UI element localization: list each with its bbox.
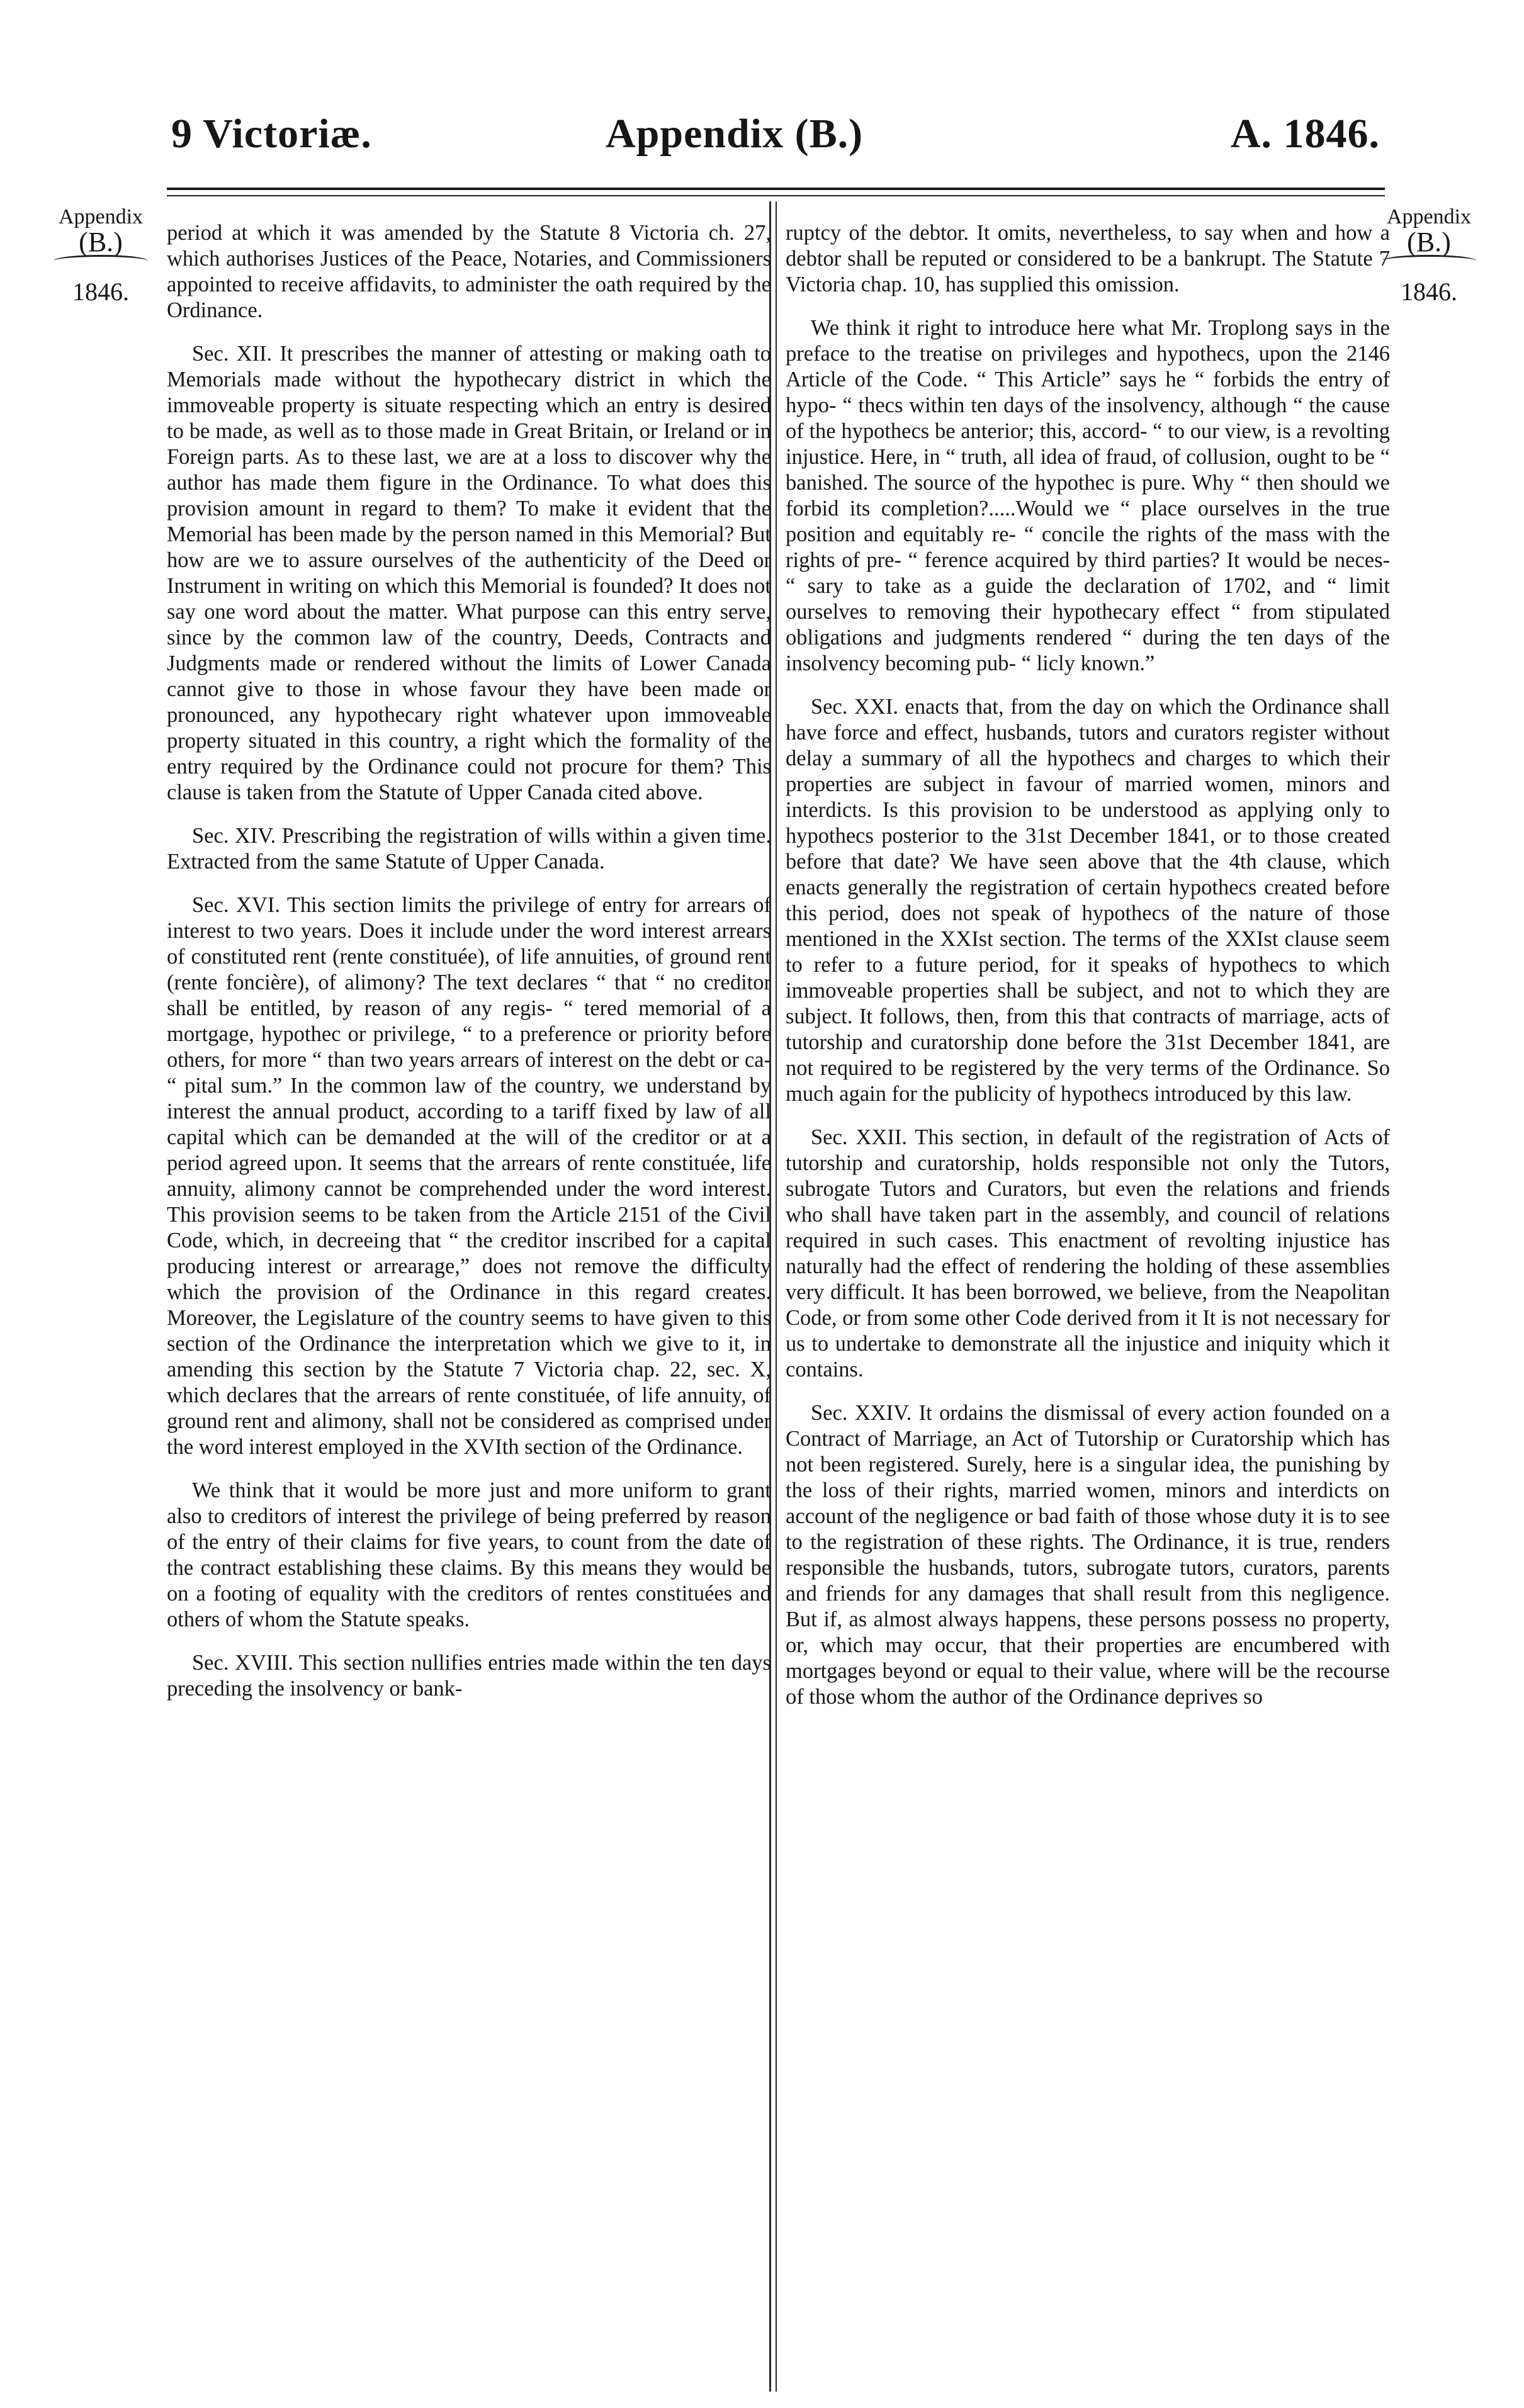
margin-label: Appendix: [58, 205, 144, 228]
paragraph-sec-xxii: Sec. XXII. This section, in default of the registration of Acts of tutorship and curatorship, holds responsible not only the Tutors, subrogate Tutors and Curators, but even the relations and friends who shall have taken part in the assembly, and council of relations required in such cases. This enactment of revolting injustice has naturally had the effect of rendering the holding of these assemblies very difficult. It has been borrowed, we believe, from the Neapolitan Code, or from some other Code derived from it It is not necessary for us to undertake to demonstrate all the injustice and iniquity which it contains.: [786, 1125, 1390, 1381]
paragraph-sec-xvi: Sec. XVI. This section limits the privilege of entry for arrears of interest to two years. Does it include under the word interest arrears of constituted rent (rente constituée), of life annuities, of ground rent (rente foncière), of alimony? The text declares “ that “ no creditor shall be entitled, by reason of any regis- “ tered memorial of a mortgage, hypothec or privilege, “ to a preference or priority before others, for more “ than two years arrears of interest on the debt or ca- “ pital sum.” In the common law of the country, we understand by interest the annual product, according to a tariff fixed by law of all capital which can be demanded at the will of the creditor or at a period agreed upon. It seems that the arrears of rente constituée, life annuity, alimony cannot be comprehended under the word interest. This provision seems to be taken from the Article 2151 of the Civil Code, which, in decreeing that “ the creditor inscribed for a capital producing interest or arrearage,” does not remove the difficulty which the provision of the Ordinance in this regard creates. Moreover, the Legislature of the country seems to have given to this section of the Ordinance the interpretation which we give to it, in amending this section by the Statute 7 Victoria chap. 22, sec. X, which declares that the arrears of rente constituée, of life annuity, of ground rent and alimony, shall not be considered as comprised under the word interest employed in the XVIth section of the Ordinance.: [167, 893, 771, 1459]
margin-year: 1846.: [72, 278, 129, 306]
header-session: 9 Victoriæ.: [171, 111, 372, 157]
paragraph-sec-xxiv: Sec. XXIV. It ordains the dismissal of every action founded on a Contract of Marriage, an Act of Tutorship or Curatorship which has not been registered. Surely, here is a singular idea, the punishing by the loss of their rights, married women, minors and interdicts on account of the negligence or bad faith of those whose duty it is to see to the registration of these rights. The Ordinance, it is true, renders responsible the husbands, tutors, subrogate tutors, curators, parents and friends for any damages that shall result from this negligence. But if, as almost always happens, these persons possess no property, or, which may occur, that their properties are encumbered with mortgages beyond or equal to their value, where will be the recourse of those whom the author of the Ordinance deprives so: [786, 1401, 1390, 1709]
margin-appendix-letter: (B.): [1407, 227, 1451, 257]
page-header: [171, 110, 1380, 179]
margin-appendix-letter: (B.): [79, 227, 123, 257]
left-column: [167, 220, 771, 1719]
margin-note-left: [44, 205, 157, 305]
paragraph: ruptcy of the debtor. It omits, nevertheless, to say when and how a debtor shall be reputed or considered to be a bankrupt. The Statute 7 Victoria chap. 10, has supplied this omission.: [786, 221, 1390, 296]
paragraph-sec-xxi: Sec. XXI. enacts that, from the day on which the Ordinance shall have force and effect, husbands, tutors and curators register without delay a summary of all the hypothecs and charges to which their properties are subject in favour of married women, minors and interdicts. Is this provision to be understood as applying only to hypothecs posterior to the 31st December 1841, or to those created before that date? We have seen above that the 4th clause, which enacts generally the registration of certain hypothecs created before this period, does not speak of hypothecs of the nature of those mentioned in the XXIst section. The terms of the XXIst clause seem to refer to a future period, for it speaks of hypothecs to which immoveable properties shall be subject, and not to which they are subject. It follows, then, from this that contracts of marriage, acts of tutorship and curatorship done before the 31st December 1841, are not required to be registered by the very terms of the Ordinance. So much again for the publicity of hypothecs introduced by this law.: [786, 695, 1390, 1106]
paragraph: We think that it would be more just and more uniform to grant also to creditors of interest the privilege of being preferred by reason of the entry of their claims for five years, to count from the date of the contract establishing these claims. By this means they would be on a footing of equality with the creditors of rentes constituées and others of whom the Statute speaks.: [167, 1478, 771, 1631]
column-divider-thin: [776, 201, 777, 2392]
header-rule: [167, 188, 1385, 190]
header-rule-thin: [167, 195, 1385, 196]
paragraph-sec-xviii: Sec. XVIII. This section nullifies entries made within the ten days preceding the insolvency or bank-: [167, 1651, 771, 1701]
header-year: A. 1846.: [1230, 111, 1380, 157]
paragraph-sec-xiv: Sec. XIV. Prescribing the registration of wills within a given time. Extracted from the same Statute of Upper Canada.: [167, 824, 771, 874]
paragraph-sec-xii: Sec. XII. It prescribes the manner of attesting or making oath to Memorials made without the hypothecary district in which the immoveable property is situate respecting which an entry is desired to be made, as well as to those made in Great Britain, or Ireland or in Foreign parts. As to these last, we are at a loss to discover why the author has made them figure in the Ordinance. To what does this provision amount in regard to them? To make it evident that the Memorial has been made by the person named in this Memorial? But how are we to assure ourselves of the authenticity of the Deed or Instrument in writing on which this Memorial is founded? It does not say one word about the matter. What purpose can this entry serve, since by the common law of the country, Deeds, Contracts and Judgments made or rendered without the limits of Lower Canada cannot give to those in whose favour they have been made or pronounced, any hypothecary right whatever upon immoveable property situated in this country, a right which the formality of the entry required by the Ordinance could not procure for them? This clause is taken from the Statute of Upper Canada cited above.: [167, 342, 771, 804]
right-column: [786, 220, 1390, 1728]
margin-label: Appendix: [1386, 205, 1472, 228]
paragraph: period at which it was amended by the Statute 8 Victoria ch. 27, which authorises Justices of the Peace, Notaries, and Commissioners appointed to receive affidavits, to administer the oath required by the Ordinance.: [167, 221, 771, 322]
margin-year: 1846.: [1401, 278, 1457, 306]
header-appendix: Appendix (B.): [606, 111, 864, 157]
paragraph-troplong-quote: We think it right to introduce here what Mr. Troplong says in the preface to the treatise on privileges and hypothecs, upon the 2146 Article of the Code. “ This Article” says he “ forbids the entry of hypo- “ thecs within ten days of the insolvency, although “ the cause of the hypothecs be anterior; this, accord- “ to our view, is a revolting injustice. Here, in “ truth, all idea of fraud, of collusion, ought to be “ banished. The source of the hypothec is pure. Why “ then should we forbid its completion?.....Would we “ place ourselves in the true position and equitably re- “ concile the rights of the mass with the rights of pre- “ ference acquired by third parties? It would be neces- “ sary to take as a guide the declaration of 1702, and “ limit ourselves to removing their hypothecary effect “ from stipulated obligations and judgments rendered “ during the ten days of the insolvency becoming pub- “ licly known.”: [786, 316, 1390, 675]
